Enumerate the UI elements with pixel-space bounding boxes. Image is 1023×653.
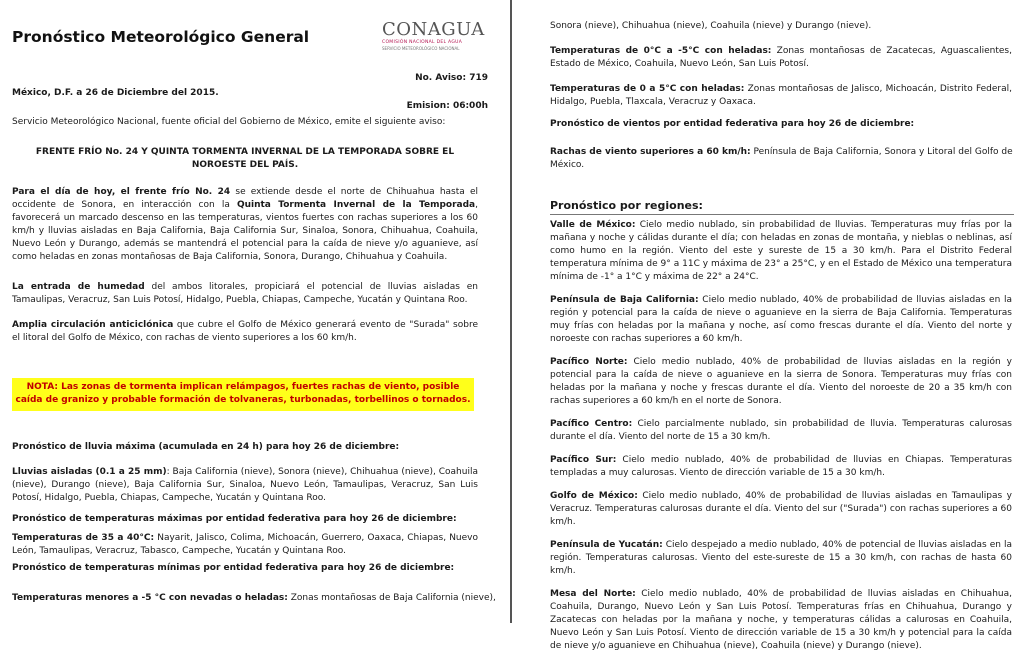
headline: FRENTE FRÍO No. 24 Y QUINTA TORMENTA INVERNAL DE LA TEMPORADA SOBRE EL NOROESTE DEL PAÍS.: [35, 147, 455, 170]
region-item: Valle de México: Cielo medio nublado, sin probabilidad de lluvias. Temperaturas muy frías por la mañana y noche y cálidas durante el día; con heladas en zonas de montaña, y nieblas o neblinas, así como humo en la región. Viento del este y sureste de 15 a 30 km/h. Para el Distrito Federal temperatura mínima de 9° a 11C y máxima de 23° a 25°C, y en el Estado de México una temperatura mínima de -1° a 1°C y máxima de 22° a 24°C.: [550, 220, 1012, 282]
region-item: Mesa del Norte: Cielo medio nublado, 40% de probabilidad de lluvias aisladas en Chihuahua, Coahuila, Durango, Nuevo León y San Luis Potosí. Temperaturas frías en Chihuahua, Durango y Zacatecas con heladas por la mañana y noche, y temperaturas cálidas a calurosas en Coahuila, Nuevo León y San Luis Potosí. Viento de dirección variable de 15 a 30 km/h y potencial para la caída de nieve y/o aguanieve en Chihuahua (nieve), Coahuila (nieve) y Durango (nieve).: [550, 589, 1012, 651]
right-page: [514, 0, 1023, 651]
regiones-title: Pronóstico por regiones:: [550, 199, 1014, 215]
paragraph-frente-frio: Para el día de hoy, el frente frío No. 24 se extiende desde el norte de Chihuahua hasta el occidente de Sonora, en interacción con la Quinta Tormenta Invernal de la Temporada, favorecerá un marcado descenso en las temperaturas, vientos fuertes con rachas superiores a los 60 km/h y lluvias aisladas en Baja California, Baja California Sur, Sinaloa, Sonora, Chihuahua, Coahuila, Nuevo León y Durango, además se mantendrá el potencial para la caída de nieve y/o aguanieve, así como heladas en zonas montañosas de Baja California, Sonora, Durango, Chihuahua y Coahuila.: [12, 187, 479, 262]
aviso-number: No. Aviso: 719: [415, 73, 488, 83]
region-item: Pacífico Sur: Cielo medio nublado, 40% de probabilidad de lluvias en Chiapas. Temperaturas templadas a muy calurosas. Viento de dirección variable de 15 a 30 km/h.: [550, 455, 1013, 478]
left-page: [0, 0, 510, 623]
tmin-title: Pronóstico de temperaturas mínimas por entidad federativa para hoy 26 de diciembre:: [12, 563, 455, 573]
regiones-list: [550, 219, 1012, 653]
region-item: Pacífico Norte: Cielo medio nublado, 40% de probabilidad de lluvias aisladas en la región y potencial para la caída de nieve o aguanieve en la sierra de Sonora. Temperaturas muy frías con heladas por la mañana y noche y frescas durante el día. Viento del noroeste de 20 a 35 km/h con rachas superiores a 60 km/h en el norte de Sonora.: [550, 357, 1012, 406]
emision-time: Emision: 06:00h: [406, 101, 488, 111]
region-item: Pacífico Centro: Cielo parcialmente nublado, sin probabilidad de lluvia. Temperaturas calurosas durante el día. Viento del norte de 15 a 30 km/h.: [550, 419, 1012, 442]
region-item: Golfo de México: Cielo medio nublado, 40% de probabilidad de lluvias aisladas en Tamaulipas y Veracruz. Temperaturas calurosas durante el día. Viento del sur ("Surada") con rachas superiores a 60 km/h.: [550, 491, 1012, 527]
lluvia-text: Lluvias aisladas (0.1 a 25 mm): Baja California (nieve), Sonora (nieve), Chihuahua (nieve), Coahuila (nieve), Durango (nieve), Baja California Sur, Sinaloa, Nuevo León, Tamaulipas, Veracruz, San Luis Potosí, Hidalgo, Puebla, Chiapas, Campeche, Yucatán y Quintana Roo.: [12, 467, 478, 503]
region-item: Península de Yucatán: Cielo despejado a medio nublado, 40% de potencial de lluvias aisladas en la región. Temperaturas calurosas. Viento del este-sureste de 15 a 30 km/h, con rachas de hasta 60 km/h.: [550, 540, 1012, 576]
paragraph-humedad: La entrada de humedad del ambos litorales, propiciará el potencial de lluvias aisladas en Tamaulipas, Veracruz, San Luis Potosí, Hidalgo, Puebla, Chiapas, Campeche, Yucatán y Quintana Roo.: [12, 282, 478, 305]
vientos-title: Pronóstico de vientos por entidad federativa para hoy 26 de diciembre:: [550, 119, 915, 129]
conagua-logo: [382, 19, 485, 51]
paragraph-anticiclonica: Amplia circulación anticiclónica que cubre el Golfo de México generará evento de "Surada" sobre el litoral del Golfo de México, con rachas de viento superiores a los 60 km/h.: [12, 320, 478, 343]
page-divider: [510, 0, 512, 623]
nota-text: NOTA: Las zonas de tormenta implican relámpagos, fuertes rachas de viento, posible caída de granizo y probable formación de tolvaneras, turbonadas, torbellinos o tornados.: [15, 382, 471, 405]
logo-subtitle-2: SERVICIO METEOROLÓGICO NACIONAL: [382, 46, 460, 51]
place-date: México, D.F. a 26 de Diciembre del 2015.: [12, 88, 219, 98]
nota-warning-box: [12, 378, 474, 411]
logo-subtitle: COMISIÓN NACIONAL DEL AGUA: [382, 40, 463, 45]
region-item: Península de Baja California: Cielo medio nublado, 40% de probabilidad de lluvias aisladas en la región y potencial para la caída de nieve o aguanieve en la sierra de Baja California. Temperaturas muy frías con heladas por la mañana y noche, así como frescas durante el día. Viento del norte y noroeste con rachas superiores a 60 km/h.: [550, 295, 1013, 344]
page-title: Pronóstico Meteorológico General: [12, 28, 310, 46]
lluvia-title: Pronóstico de lluvia máxima (acumulada en 24 h) para hoy 26 de diciembre:: [12, 442, 400, 452]
tmax-text: Temperaturas de 35 a 40°C: Nayarit, Jalisco, Colima, Michoacán, Guerrero, Oaxaca, Chiapas, Nuevo León, Tamaulipas, Veracruz, Tabasco, Campeche, Yucatán y Quintana Roo.: [12, 533, 478, 556]
tmax-title: Pronóstico de temperaturas máximas por entidad federativa para hoy 26 de diciembre:: [12, 514, 457, 524]
temp-0-a-5: Temperaturas de 0 a 5°C con heladas: Zonas montañosas de Jalisco, Michoacán, Distrito Federal, Hidalgo, Puebla, Tlaxcala, Veracruz y Oaxaca.: [550, 84, 1012, 107]
temp-0-a-menos5: Temperaturas de 0°C a -5°C con heladas: Zonas montañosas de Zacatecas, Aguascalientes, Estado de México, Coahuila, Nuevo León, San Luis Potosí.: [550, 46, 1012, 69]
intro-text: Servicio Meteorológico Nacional, fuente oficial del Gobierno de México, emite el siguiente aviso:: [12, 117, 446, 127]
vientos-text: Rachas de viento superiores a 60 km/h: Península de Baja California, Sonora y Litoral del Golfo de México.: [550, 147, 1013, 170]
tmin-text: Temperaturas menores a -5 °C con nevadas o heladas: Zonas montañosas de Baja California (nieve),: [12, 593, 496, 603]
continued-text: Sonora (nieve), Chihuahua (nieve), Coahuila (nieve) y Durango (nieve).: [550, 21, 872, 31]
logo-wordmark: CONAGUA: [382, 19, 485, 40]
